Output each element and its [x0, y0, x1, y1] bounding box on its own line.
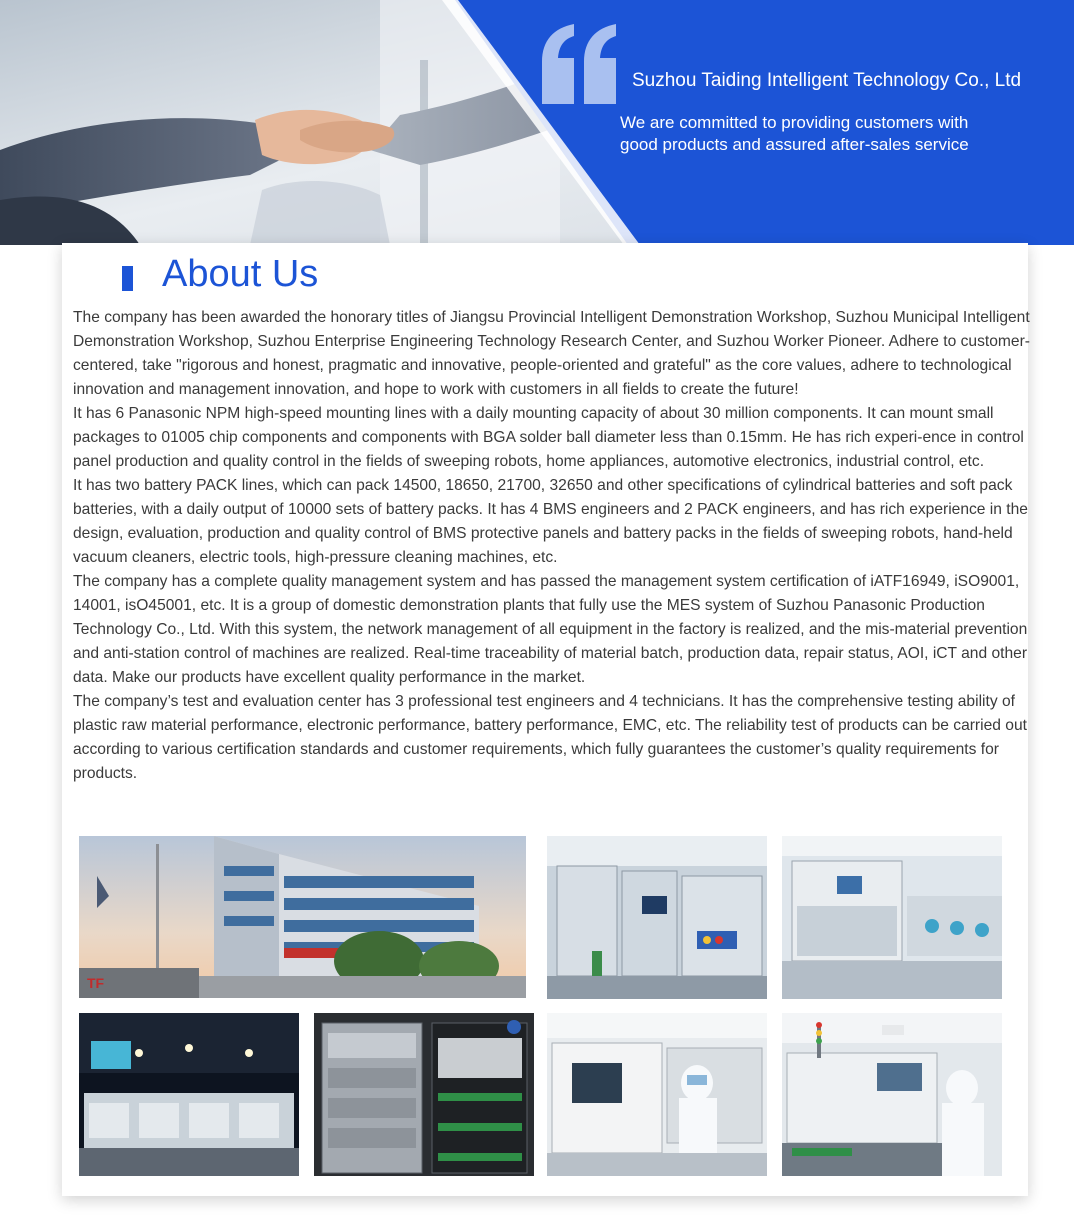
- factory-building-photo: [79, 836, 526, 998]
- smt-operator-photo: [547, 1013, 767, 1176]
- title-accent-bar: [122, 266, 133, 291]
- about-paragraph: The company has a complete quality management system and has passed the management system certification of iATF16949, iSO9001, 14001, isO45001, etc. It is a group of domestic demonstration plants that fully use the MES system of Suzhou Panasonic Production Technology Co., Ltd. With this system, the network management of all equipment in the factory is realized, and the mis-material prevention and anti-station control of machines are realized. Real-time traceability of material batch, production data, repair status, AOI, iCT and other data. Make our products have excellent quality performance in the market.: [73, 573, 1028, 686]
- slogan: [620, 112, 1050, 156]
- about-title: About Us: [162, 253, 319, 295]
- about-paragraph: It has 6 Panasonic NPM high-speed mounting lines with a daily mounting capacity of about 30 million components. It can mount small packages to 01005 chip components and components with BGA solder ball diameter less than 0.15mm. He has rich experi-ence in control panel production and quality control in the fields of sweeping robots, home appliances, automotive electronics, industrial control, etc.: [73, 405, 1024, 470]
- slogan-line-2: good products and assured after-sales service: [620, 135, 969, 154]
- hero-banner: [0, 0, 1074, 245]
- about-paragraph: The company’s test and evaluation center has 3 professional test engineers and 4 technicians. It has the comprehensive testing ability of plastic raw material performance, electronic performance, battery performance, EMC, etc. The reliability test of products can be carried out according to various certification standards and customer requirements, which fully guarantees the customer’s quality requirements for products.: [73, 693, 1027, 782]
- production-line-photo: [547, 836, 767, 999]
- slogan-line-1: We are committed to providing customers with: [620, 113, 969, 132]
- reflow-oven-photo: [782, 1013, 1002, 1176]
- factory-sign-text: TF: [87, 975, 105, 991]
- about-paragraph: It has two battery PACK lines, which can pack 14500, 18650, 21700, 32650 and other specifications of cylindrical batteries and soft pack batteries, with a daily output of 10000 sets of battery packs. It has 4 BMS engineers and 2 PACK engineers, and has rich experience in the design, evaluation, production and quality control of BMS protective panels and battery packs in the fields of sweeping robots, hand-held vacuum cleaners, electric tools, high-pressure cleaning machines, etc.: [73, 477, 1028, 566]
- battery-test-rack-photo: [314, 1013, 534, 1176]
- assembly-workshop-photo: [782, 836, 1002, 999]
- quote-icon: [538, 22, 620, 106]
- about-paragraph: The company has been awarded the honorary titles of Jiangsu Provincial Intelligent Demonstration Workshop, Suzhou Municipal Intelligent Demonstration Workshop, Suzhou Enterprise Engineering Technology Research Center, and Suzhou Worker Pioneer. Adhere to customer-centered, take "rigorous and honest, pragmatic and innovative, people-oriented and grateful" as the core values, adhere to technological innovation and management innovation, and hope to work with customers in all fields to create the future!: [73, 309, 1030, 398]
- company-name: Suzhou Taiding Intelligent Technology Co., Ltd: [632, 70, 1022, 91]
- automation-hall-photo: [79, 1013, 299, 1176]
- about-text: [73, 306, 1041, 786]
